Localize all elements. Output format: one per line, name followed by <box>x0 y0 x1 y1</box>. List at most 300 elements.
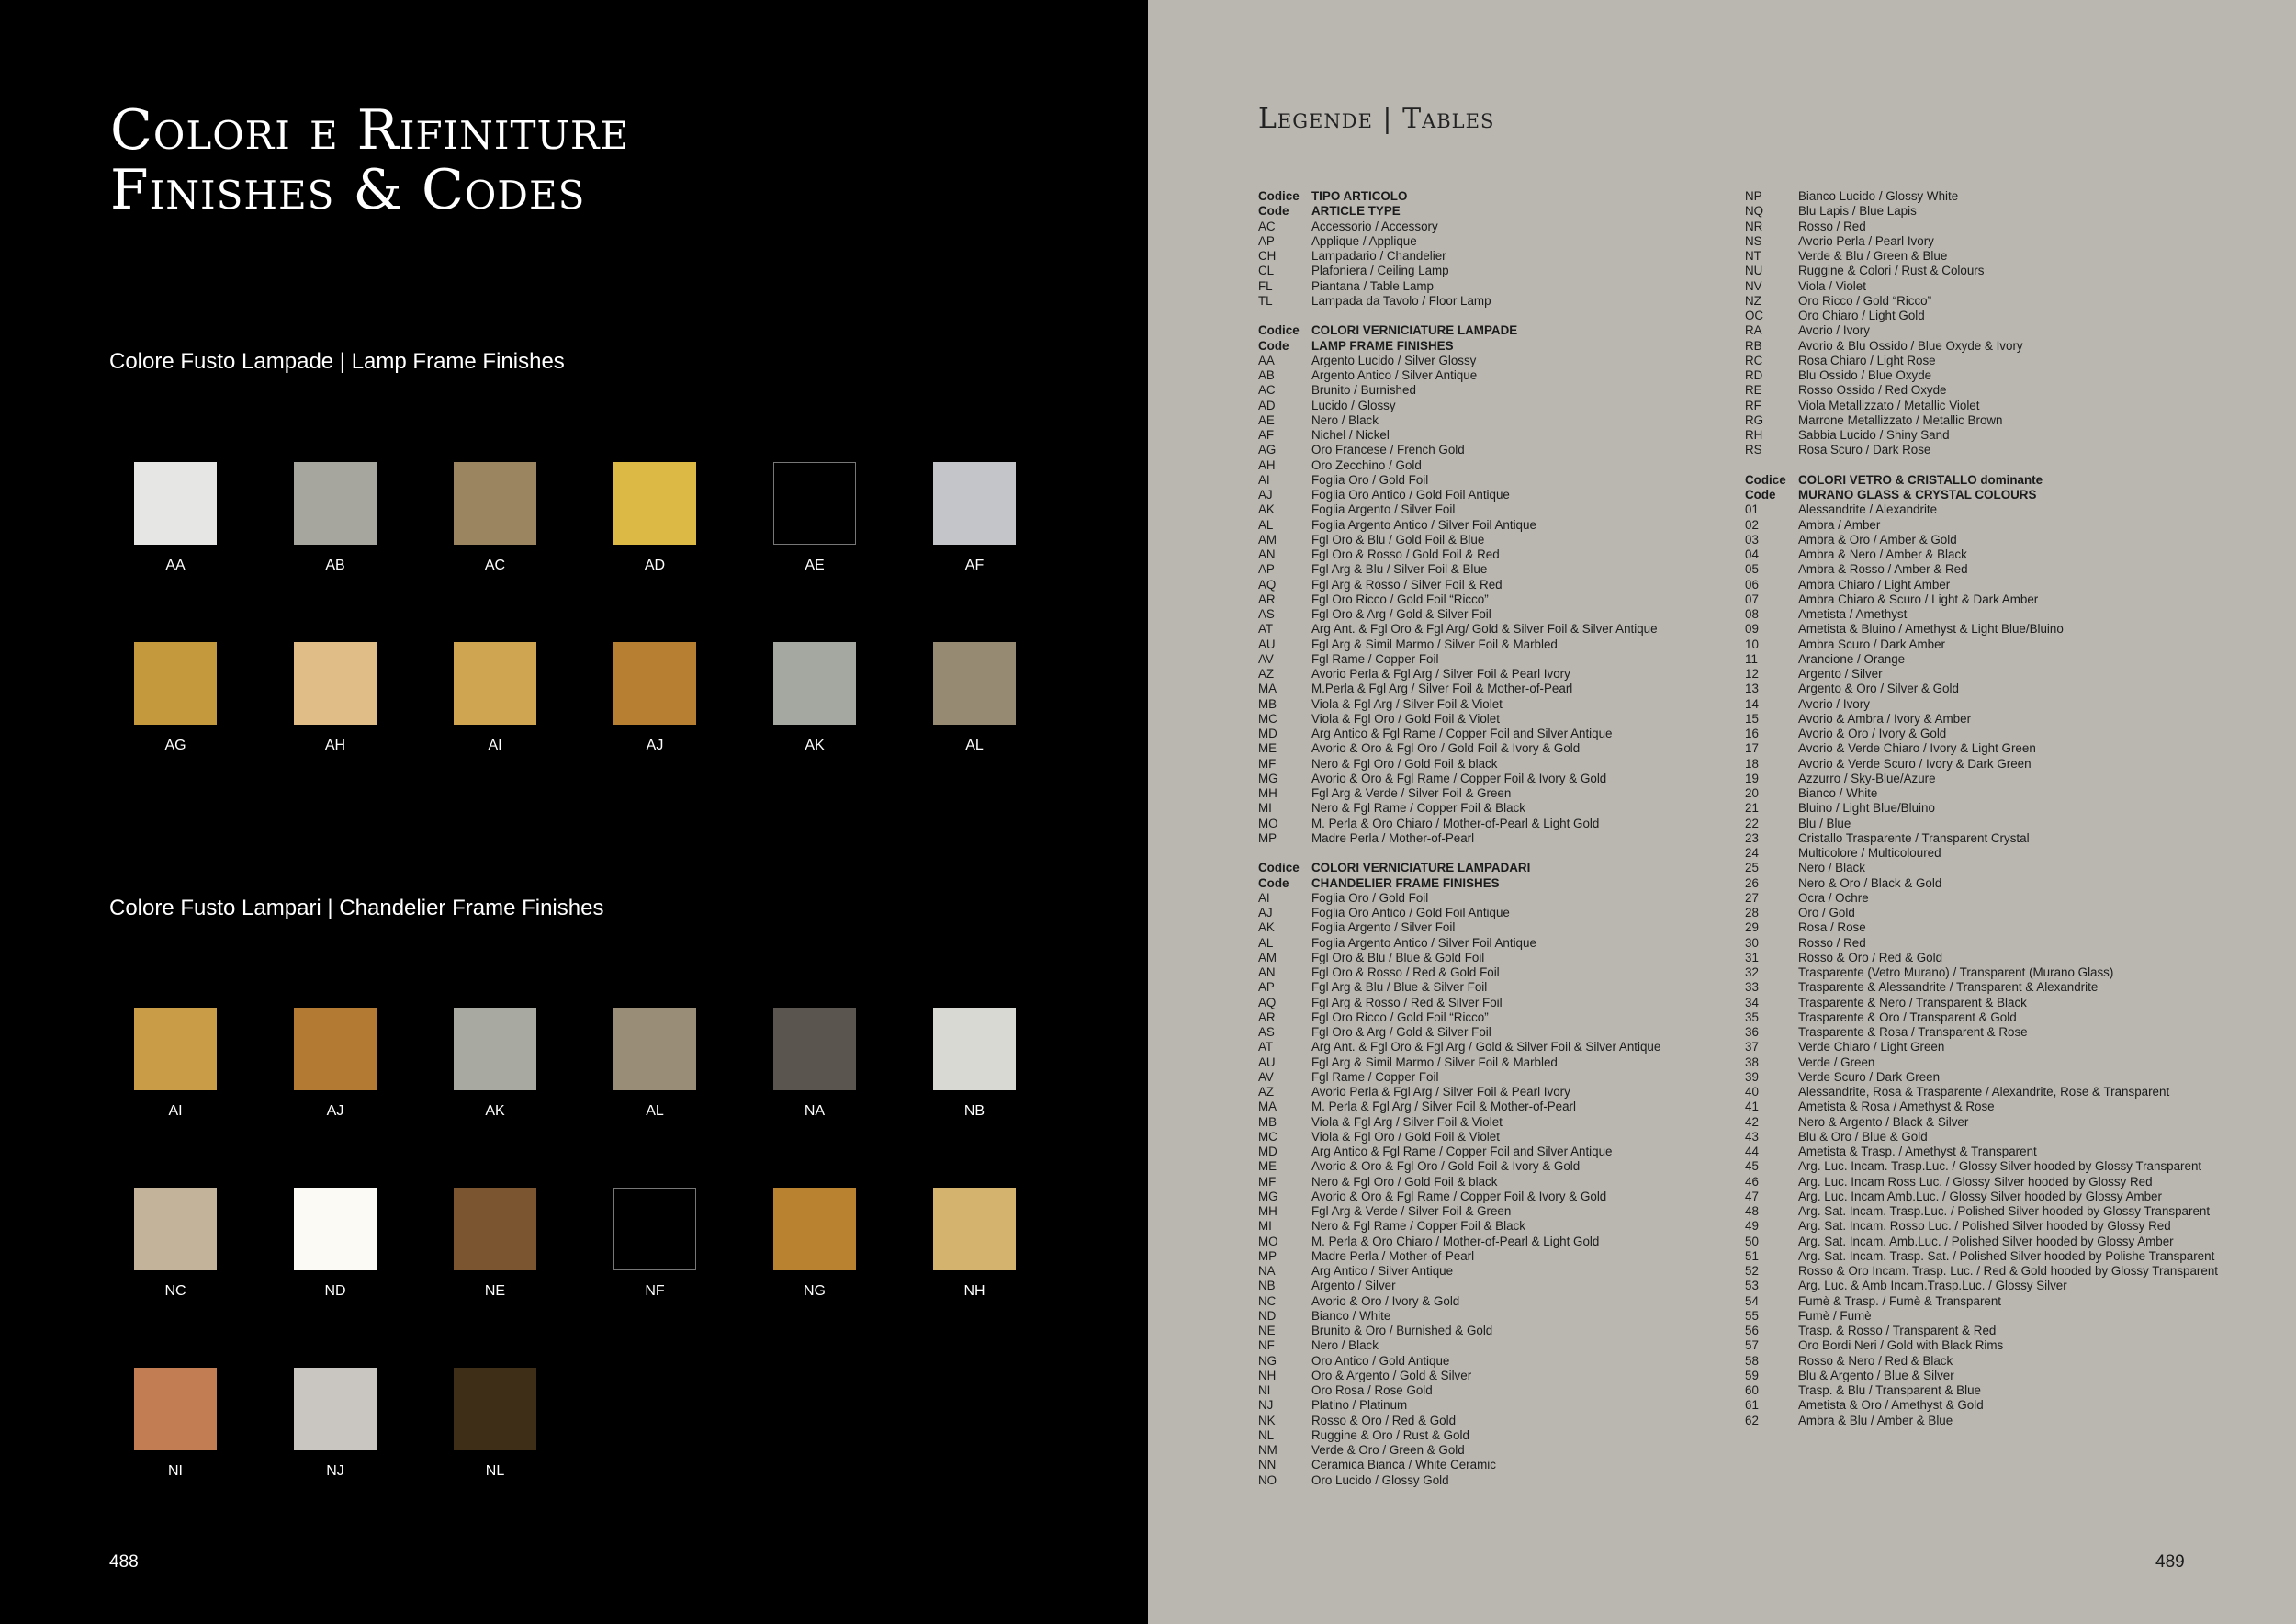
legend-row <box>1258 578 1736 592</box>
legend-row <box>1258 413 1736 428</box>
legend-row <box>1258 383 1736 398</box>
swatch-color <box>454 1008 536 1090</box>
legend-row <box>1745 786 2223 801</box>
swatch-ak <box>773 642 856 754</box>
legend-code: ME <box>1258 741 1277 756</box>
legend-description: Oro Antico / Gold Antique <box>1311 1353 1450 1368</box>
legend-description: Fgl Arg & Blu / Blue & Silver Foil <box>1311 980 1488 995</box>
legend-description: Rosso / Red <box>1798 219 1866 233</box>
swatch-ac <box>454 462 536 574</box>
swatch-color <box>294 1188 377 1270</box>
legend-code: Code <box>1258 875 1289 890</box>
legend-row <box>1258 906 1736 920</box>
legend-description: Avorio & Oro & Fgl Oro / Gold Foil & Ivory & Gold <box>1311 1159 1581 1174</box>
legend-row <box>1745 906 2223 920</box>
legend-code: 58 <box>1745 1353 1759 1368</box>
swatch-nh <box>933 1188 1016 1300</box>
legend-code: MD <box>1258 1145 1277 1158</box>
legend-code: 29 <box>1745 920 1759 935</box>
legend-row <box>1745 1070 2223 1085</box>
legend-row <box>1258 1383 1736 1398</box>
legend-row <box>1258 234 1736 249</box>
legend-description: Arg Ant. & Fgl Oro & Fgl Arg/ Gold & Silver Foil & Silver Antique <box>1311 622 1658 637</box>
legend-code: NR <box>1745 219 1763 233</box>
legend-description: Rosa Scuro / Dark Rose <box>1798 443 1931 457</box>
legend-code: AC <box>1258 383 1276 398</box>
legend-row <box>1745 712 2223 727</box>
legend-description: Nero / Black <box>1311 1338 1379 1353</box>
legend-description: Avorio Perla & Fgl Arg / Silver Foil & Pearl Ivory <box>1311 667 1570 681</box>
swatch-color <box>454 1188 536 1270</box>
swatch-color <box>933 1188 1016 1270</box>
legend-code: 50 <box>1745 1234 1759 1248</box>
legend-description: Ambra & Blu / Amber & Blue <box>1798 1413 1953 1427</box>
legend-description: Avorio & Blu Ossido / Blue Oxyde & Ivory <box>1798 338 2023 353</box>
legend-code: 30 <box>1745 935 1759 950</box>
swatch-aa <box>134 462 217 574</box>
legend-description: COLORI VETRO & CRISTALLO dominante <box>1798 472 2043 487</box>
legend-code: 48 <box>1745 1204 1759 1218</box>
legend-header-row <box>1258 861 1736 875</box>
legend-row <box>1745 1398 2223 1413</box>
swatch-code: AA <box>165 558 186 573</box>
legend-code: MG <box>1258 771 1278 785</box>
legend-description: Fgl Rame / Copper Foil <box>1311 651 1439 666</box>
swatch-color <box>773 1008 856 1090</box>
legend-code: AM <box>1258 532 1277 547</box>
legend-row <box>1258 1070 1736 1085</box>
legend-row <box>1745 1010 2223 1025</box>
legend-code: 11 <box>1745 651 1758 666</box>
legend-code: MB <box>1258 1114 1277 1129</box>
legend-code: AV <box>1258 651 1274 666</box>
legend-row <box>1745 667 2223 682</box>
legend-code: OC <box>1745 309 1764 322</box>
legend-description: Nero / Black <box>1798 861 1865 875</box>
legend-description: Arg Antico & Fgl Rame / Copper Foil and Silver Antique <box>1311 1145 1613 1158</box>
swatch-code: NC <box>164 1283 186 1299</box>
legend-description: Ocra / Ochre <box>1798 890 1869 905</box>
legend-description: Lampada da Tavolo / Floor Lamp <box>1311 293 1491 308</box>
legend-description: Nero & Fgl Rame / Copper Foil & Black <box>1311 1219 1525 1234</box>
legend-description: Marrone Metallizzato / Metallic Brown <box>1798 412 2003 427</box>
legend-description: Avorio / Ivory <box>1798 696 1870 711</box>
legend-row <box>1745 951 2223 965</box>
swatch-code: NA <box>804 1103 826 1119</box>
legend-code: 05 <box>1745 562 1759 577</box>
legend-header-row <box>1258 189 1736 204</box>
swatch-color <box>454 462 536 545</box>
legend-row <box>1258 727 1736 741</box>
swatch-ne <box>454 1188 536 1300</box>
swatch-ah <box>294 642 377 754</box>
legend-description: MURANO GLASS & CRYSTAL COLOURS <box>1798 488 2037 502</box>
legend-description: Blu & Oro / Blue & Gold <box>1798 1129 1928 1144</box>
legend-row <box>1745 876 2223 891</box>
legend-code: FL <box>1258 278 1273 293</box>
legend-description: Madre Perla / Mother-of-Pearl <box>1311 1248 1475 1263</box>
legend-description: Trasparente & Nero / Transparent & Black <box>1798 995 2027 1009</box>
swatch-nf <box>613 1188 696 1300</box>
legend-row <box>1745 264 2223 278</box>
legend-code: MC <box>1258 1129 1277 1144</box>
legend-code: NC <box>1258 1293 1277 1308</box>
legend-row <box>1258 1309 1736 1324</box>
legend-row <box>1745 652 2223 667</box>
legend-code: MH <box>1258 786 1277 800</box>
legend-row <box>1258 1473 1736 1488</box>
legend-row <box>1745 204 2223 219</box>
legend-code: MI <box>1258 801 1272 816</box>
legend-code: NJ <box>1258 1398 1274 1413</box>
legend-code: ND <box>1258 1308 1277 1323</box>
legend-row <box>1745 637 2223 652</box>
legend-description: Blu & Argento / Blue & Silver <box>1798 1368 1954 1382</box>
legend-code: 21 <box>1745 801 1759 816</box>
legend-description: Fumè & Trasp. / Fumè & Transparent <box>1798 1293 2002 1308</box>
swatch-ad <box>613 462 696 574</box>
legend-description: Ametista & Oro / Amethyst & Gold <box>1798 1398 1984 1413</box>
legend-description: Oro Chiaro / Light Gold <box>1798 309 1925 322</box>
legend-header-row <box>1745 488 2223 502</box>
legend-description: Foglia Oro Antico / Gold Foil Antique <box>1311 488 1510 502</box>
legend-code: AS <box>1258 607 1275 621</box>
legend-row <box>1258 1279 1736 1293</box>
legend-row <box>1745 1085 2223 1100</box>
legend-code: 36 <box>1745 1025 1759 1039</box>
legend-description: Ceramica Bianca / White Ceramic <box>1311 1458 1496 1472</box>
legend-row <box>1258 817 1736 831</box>
swatch-code: ND <box>324 1283 346 1299</box>
legend-column-2 <box>1745 189 2223 1428</box>
swatch-color <box>454 642 536 725</box>
legend-row <box>1745 592 2223 607</box>
legend-code: AN <box>1258 965 1276 979</box>
legend-description: Foglia Oro / Gold Foil <box>1311 472 1429 487</box>
legend-description: Fgl Arg & Simil Marmo / Silver Foil & Marbled <box>1311 1054 1558 1069</box>
legend-row <box>1258 279 1736 294</box>
legend-description: Arg. Sat. Incam. Rosso Luc. / Polished Silver hooded by Glossy Red <box>1798 1219 2171 1234</box>
legend-header-row <box>1258 876 1736 891</box>
legend-code: NT <box>1745 249 1761 263</box>
legend-description: Arancione / Orange <box>1798 651 1906 666</box>
legend-description: Oro Lucido / Glossy Gold <box>1311 1472 1449 1487</box>
legend-code: NK <box>1258 1413 1276 1427</box>
legend-row <box>1258 1130 1736 1145</box>
swatch-code: AB <box>325 558 345 573</box>
legend-row <box>1745 1235 2223 1249</box>
legend-code: 49 <box>1745 1219 1759 1234</box>
legend-row <box>1745 1309 2223 1324</box>
swatch-ak <box>454 1008 536 1120</box>
legend-description: Rosso & Nero / Red & Black <box>1798 1353 1953 1368</box>
legend-row <box>1258 368 1736 383</box>
swatch-code: AJ <box>646 738 664 753</box>
legend-row <box>1258 1235 1736 1249</box>
legend-code: 03 <box>1745 532 1759 547</box>
legend-row <box>1745 354 2223 368</box>
legend-code: 46 <box>1745 1174 1759 1189</box>
legend-row <box>1745 965 2223 980</box>
legend-code: TL <box>1258 293 1273 308</box>
legend-description: Nero / Black <box>1311 412 1379 427</box>
legend-row <box>1258 473 1736 488</box>
legend-description: Fgl Arg & Simil Marmo / Silver Foil & Marbled <box>1311 637 1558 651</box>
swatch-code: AE <box>805 558 825 573</box>
legend-description: Ambra / Amber <box>1798 517 1881 532</box>
legend-row <box>1745 518 2223 533</box>
legend-code: 40 <box>1745 1085 1759 1099</box>
legend-description: COLORI VERNICIATURE LAMPADARI <box>1311 861 1531 875</box>
legend-code: RB <box>1745 338 1762 353</box>
legend-row <box>1745 279 2223 294</box>
swatch-color <box>773 1188 856 1270</box>
legend-code: MF <box>1258 756 1277 771</box>
legend-code: AI <box>1258 472 1270 487</box>
legend-code: RS <box>1745 443 1762 457</box>
legend-description: Fgl Oro & Blu / Blue & Gold Foil <box>1311 950 1485 964</box>
legend-code: 56 <box>1745 1324 1759 1337</box>
legend-code: 37 <box>1745 1040 1759 1054</box>
legend-code: 62 <box>1745 1413 1759 1427</box>
legend-header-row <box>1258 339 1736 354</box>
legend-code: NL <box>1258 1427 1275 1442</box>
swatch-code: AC <box>484 558 506 573</box>
legend-code: AR <box>1258 1009 1276 1024</box>
legend-description: Ambra Chiaro & Scuro / Light & Dark Amber <box>1798 592 2039 606</box>
legend-description: Foglia Argento / Silver Foil <box>1311 502 1456 517</box>
legend-row <box>1745 1190 2223 1204</box>
legend-row <box>1745 817 2223 831</box>
legend-row <box>1745 399 2223 413</box>
legend-description: Avorio & Oro & Fgl Rame / Copper Foil & Ivory & Gold <box>1311 1189 1607 1203</box>
swatch-ni <box>134 1368 217 1480</box>
legend-description: Ambra Scuro / Dark Amber <box>1798 637 1945 651</box>
legend-row <box>1745 861 2223 875</box>
legend-row <box>1745 234 2223 249</box>
legend-code: MA <box>1258 1100 1277 1114</box>
swatch-nb <box>933 1008 1016 1120</box>
legend-row <box>1258 518 1736 533</box>
swatch-color <box>134 1368 217 1450</box>
legend-row <box>1745 831 2223 846</box>
legend-description: Brunito / Burnished <box>1311 383 1416 398</box>
swatch-code: NF <box>645 1283 665 1299</box>
legend-code: NA <box>1258 1264 1276 1278</box>
swatch-ai <box>134 1008 217 1120</box>
legend-row <box>1258 249 1736 264</box>
legend-description: Arg. Luc. & Amb Incam.Trasp.Luc. / Glossy Silver <box>1798 1279 2067 1293</box>
legend-row <box>1258 951 1736 965</box>
swatch-nc <box>134 1188 217 1300</box>
legend-code: NF <box>1258 1338 1275 1353</box>
legend-row <box>1745 1025 2223 1040</box>
legend-row <box>1258 354 1736 368</box>
legend-row <box>1258 1085 1736 1100</box>
legend-description: Fgl Oro & Arg / Gold & Silver Foil <box>1311 607 1491 621</box>
legend-description: COLORI VERNICIATURE LAMPADE <box>1311 323 1518 338</box>
legend-description: Viola & Fgl Oro / Gold Foil & Violet <box>1311 1129 1500 1144</box>
legend-code: AU <box>1258 637 1276 651</box>
legend-description: Arg. Sat. Incam. Trasp. Sat. / Polished Silver hooded by Polishe Transparent <box>1798 1248 2215 1263</box>
legend-code: 35 <box>1745 1009 1759 1024</box>
swatch-code: NG <box>804 1283 826 1299</box>
legend-description: Avorio & Verde Scuro / Ivory & Dark Green <box>1798 756 2032 771</box>
legend-code: 04 <box>1745 547 1759 561</box>
legend-description: Argento Antico / Silver Antique <box>1311 368 1478 382</box>
legend-description: Rosso & Oro / Red & Gold <box>1311 1413 1457 1427</box>
legend-code: MP <box>1258 1248 1277 1263</box>
swatch-color <box>294 642 377 725</box>
legend-code: AK <box>1258 920 1275 935</box>
legend-code: MO <box>1258 816 1278 830</box>
legend-code: Codice <box>1745 472 1786 487</box>
legend-code: 19 <box>1745 771 1759 785</box>
legend-column-1 <box>1258 189 1736 1488</box>
legend-code: NU <box>1745 264 1763 278</box>
legend-row <box>1745 533 2223 547</box>
legend-row <box>1745 1294 2223 1309</box>
legend-row <box>1745 727 2223 741</box>
legend-row <box>1258 1025 1736 1040</box>
legend-description: Oro Francese / French Gold <box>1311 443 1465 457</box>
legend-code: 52 <box>1745 1264 1759 1278</box>
legend-code: AK <box>1258 502 1275 517</box>
legend-description: Fgl Oro Ricco / Gold Foil “Ricco” <box>1311 592 1489 606</box>
legend-code: AB <box>1258 368 1275 382</box>
legend-row <box>1745 607 2223 622</box>
legend-description: Avorio Perla & Fgl Arg / Silver Foil & Pearl Ivory <box>1311 1085 1570 1099</box>
legend-row <box>1258 965 1736 980</box>
legend-description: Rosso Ossido / Red Oxyde <box>1798 383 1947 398</box>
legend-row <box>1745 682 2223 696</box>
legend-row <box>1258 637 1736 652</box>
legend-header-row <box>1745 473 2223 488</box>
legend-code: AD <box>1258 398 1276 412</box>
legend-description: Nero & Fgl Oro / Gold Foil & black <box>1311 756 1498 771</box>
swatch-na <box>773 1008 856 1120</box>
legend-code: RD <box>1745 368 1763 382</box>
legend-row <box>1745 697 2223 712</box>
legend-row <box>1745 428 2223 443</box>
legend-description: LAMP FRAME FINISHES <box>1311 338 1454 353</box>
legend-row <box>1745 1115 2223 1130</box>
legend-code: NQ <box>1745 204 1764 219</box>
legend-description: Ametista & Bluino / Amethyst & Light Blue/Bluino <box>1798 622 2064 637</box>
legend-row <box>1745 502 2223 517</box>
legend-row <box>1745 1055 2223 1070</box>
legend-code: AJ <box>1258 488 1273 502</box>
legend-row <box>1745 1338 2223 1353</box>
legend-code: NZ <box>1745 293 1761 308</box>
legend-code: 14 <box>1745 696 1759 711</box>
legend-code: 44 <box>1745 1145 1759 1158</box>
legend-code: AR <box>1258 592 1276 606</box>
legend-code: MD <box>1258 727 1277 740</box>
legend-code: NH <box>1258 1368 1277 1382</box>
legend-code: NE <box>1258 1324 1276 1337</box>
page-number-left: 488 <box>109 1552 139 1572</box>
swatch-al <box>933 642 1016 754</box>
legend-row <box>1258 772 1736 786</box>
legend-description: Fgl Rame / Copper Foil <box>1311 1069 1439 1084</box>
legend-row <box>1745 413 2223 428</box>
swatch-ng <box>773 1188 856 1300</box>
legend-description: Verde & Oro / Green & Gold <box>1311 1443 1465 1457</box>
legend-code: AZ <box>1258 667 1275 681</box>
legend-code: AC <box>1258 219 1276 233</box>
legend-row <box>1258 1040 1736 1054</box>
legend-description: Verde / Green <box>1798 1054 1875 1069</box>
legend-code: NV <box>1745 278 1762 293</box>
legend-row <box>1258 428 1736 443</box>
legend-description: Foglia Argento Antico / Silver Foil Antique <box>1311 935 1536 950</box>
legend-row <box>1258 831 1736 846</box>
legend-description: Oro Zecchino / Gold <box>1311 457 1422 472</box>
legend-code: AA <box>1258 353 1275 367</box>
legend-row <box>1745 562 2223 577</box>
legend-description: Ruggine & Oro / Rust & Gold <box>1311 1427 1469 1442</box>
legend-row <box>1258 652 1736 667</box>
legend-code: CH <box>1258 249 1277 263</box>
legend-description: Ambra & Nero / Amber & Black <box>1798 547 1967 561</box>
legend-description: Viola & Fgl Oro / Gold Foil & Violet <box>1311 711 1500 726</box>
swatch-color <box>613 1188 696 1270</box>
legend-code: 02 <box>1745 517 1759 532</box>
legend-code: 12 <box>1745 667 1759 681</box>
legend-description: Piantana / Table Lamp <box>1311 278 1435 293</box>
legend-code: 10 <box>1745 637 1759 651</box>
section-gap <box>1745 458 2223 473</box>
legend-code: AH <box>1258 457 1276 472</box>
legend-description: Fgl Oro & Arg / Gold & Silver Foil <box>1311 1025 1491 1039</box>
legend-code: MH <box>1258 1204 1277 1218</box>
swatch-color <box>134 462 217 545</box>
legend-code: NP <box>1745 189 1762 203</box>
legend-code: 18 <box>1745 756 1759 771</box>
legend-code: 43 <box>1745 1129 1759 1144</box>
legend-code: 01 <box>1745 502 1759 517</box>
legend-row <box>1745 1354 2223 1369</box>
legend-description: Lampadario / Chandelier <box>1311 249 1446 263</box>
legend-code: 59 <box>1745 1368 1759 1382</box>
legend-code: Codice <box>1258 861 1300 875</box>
legend-description: Ambra & Oro / Amber & Gold <box>1798 532 1957 547</box>
legend-row <box>1258 1369 1736 1383</box>
legend-description: Fgl Oro & Rosso / Red & Gold Foil <box>1311 965 1500 979</box>
legend-description: Brunito & Oro / Burnished & Gold <box>1311 1324 1493 1337</box>
legend-row <box>1745 1175 2223 1190</box>
legend-description: Lucido / Glossy <box>1311 398 1396 412</box>
legend-code: Code <box>1745 488 1776 502</box>
legend-row <box>1258 980 1736 995</box>
legend-row <box>1258 920 1736 935</box>
swatch-color <box>613 1008 696 1090</box>
legend-description: Argento & Oro / Silver & Gold <box>1798 682 1959 696</box>
swatch-color <box>294 462 377 545</box>
legend-code: AT <box>1258 1040 1274 1054</box>
legend-row <box>1258 1294 1736 1309</box>
legend-description: Trasparente & Oro / Transparent & Gold <box>1798 1009 2017 1024</box>
swatch-color <box>613 462 696 545</box>
legend-description: Foglia Oro / Gold Foil <box>1311 890 1429 905</box>
legend-row <box>1258 996 1736 1010</box>
legend-code: MI <box>1258 1219 1272 1234</box>
legend-code: 26 <box>1745 875 1759 890</box>
legend-row <box>1258 488 1736 502</box>
legend-description: Arg. Luc. Incam. Trasp.Luc. / Glossy Silver hooded by Glossy Transparent <box>1798 1159 2202 1174</box>
legend-description: Bianco / White <box>1311 1308 1391 1323</box>
